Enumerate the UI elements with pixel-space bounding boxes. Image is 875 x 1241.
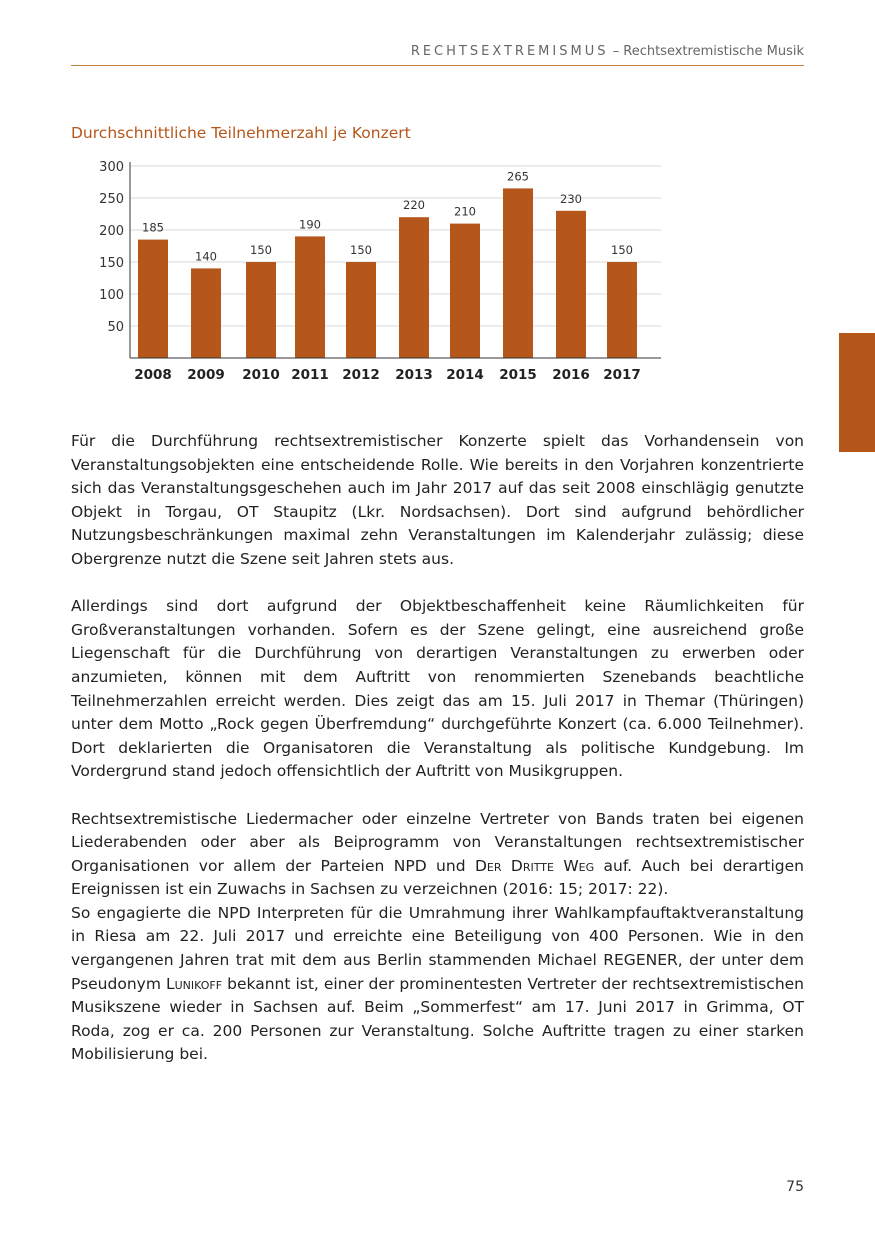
x-tick-label: 2015 [499,367,537,383]
paragraph [71,902,804,1067]
data-label: 220 [403,198,425,213]
paragraph-text: So engagierte die NPD Interpreten für die Umrahmung ihrer Wahlkampfauftaktveranstaltung in Riesa am 22. Juli 2017 und erreichte eine Beteiligung von 400 Personen. Wie in den vergangenen Jahren trat mit dem aus Berlin stammenden Michael REGENER, der unter dem Pseudonym [71,903,804,993]
bar [399,217,429,358]
header-rule [71,65,804,66]
paragraph-text: Rechtsextremistische Liedermacher oder einzelne Vertreter von Bands traten bei eigenen Liederabenden oder aber als Beiprogramm von Veranstaltungen rechtsextremistischer Organisationen vor allem der Parteien NPD und [71,809,804,875]
paragraph: Für die Durchführung rechtsextremistischer Konzerte spielt das Vorhandensein von Veranstaltungsobjekten eine entscheidende Rolle. Wie bereits in den Vorjahren konzentrierte sich das Veranstaltungsgeschehen auch im Jahr 2017 auf das seit 2008 einschlägig genutzte Objekt in Torgau, OT Staupitz (Lkr. Nordsachsen). Dort sind aufgrund behördlicher Nutzungsbeschränkungen maximal zehn Veranstaltungen im Kalenderjahr zulässig; diese Obergrenze nutzt die Szene seit Jahren stets aus. [71,432,804,568]
x-tick-label: 2008 [134,367,172,383]
party-name: Der Dritte Weg [474,856,595,875]
y-tick-label: 200 [99,224,124,239]
data-label: 185 [142,220,164,235]
header-separator: – [612,44,620,59]
x-tick-label: 2012 [342,367,380,383]
data-label: 140 [195,249,217,264]
data-label: 150 [250,243,272,257]
y-tick-label: 50 [107,320,124,335]
pseudonym: Lunikoff [165,974,223,993]
bar [450,224,480,358]
y-tick-label: 100 [99,288,124,303]
x-tick-label: 2013 [395,367,433,383]
data-label: 150 [611,243,633,257]
data-label: 190 [299,217,321,232]
header-section: RECHTSEXTREMISMUS [410,44,609,59]
data-label: 150 [350,243,372,257]
running-header [71,44,804,59]
data-label: 210 [454,204,476,219]
x-tick-label: 2016 [552,367,590,383]
y-tick-label: 250 [99,192,124,207]
chapter-tab-marker [839,333,875,452]
bar [503,188,533,358]
bar [191,268,221,358]
data-label: 265 [507,169,529,184]
paragraph [71,808,804,902]
bar [346,262,376,358]
bar [246,262,276,358]
y-tick-label: 150 [99,256,124,271]
bar [138,240,168,358]
paragraph-text: bekannt ist, einer der prominentesten Vertreter der rechtsextremistischen Musikszene wieder in Sachsen auf. Beim „Sommerfest“ am 17. Juni 2017 in Grimma, OT Roda, zog er ca. 200 Personen zur Veranstaltung. Solche Auftritte tragen zu einer starken Mobilisierung bei. [71,974,805,1064]
page-number: 75 [786,1179,804,1195]
bar [607,262,637,358]
x-tick-label: 2014 [446,367,484,383]
x-tick-label: 2010 [242,367,280,383]
body-text [71,430,804,1067]
bar [295,236,325,358]
data-label: 230 [560,191,582,206]
x-tick-label: 2017 [603,367,641,383]
bar [556,211,586,358]
paragraph: Allerdings sind dort aufgrund der Objektbeschaffenheit keine Räumlichkeiten für Großveranstaltungen vorhanden. Sofern es der Szene gelingt, eine ausreichend große Liegenschaft für die Durchführung von derartigen Veranstaltungen zu erwerben oder anzumieten, können mit dem Auftritt von renommierten Szenebands beachtliche Teilnehmerzahlen erreicht werden. Dies zeigt das am 15. Juli 2017 in Themar (Thüringen) unter dem Motto „Rock gegen Überfremdung“ durchgeführte Konzert (ca. 6.000 Teilnehmer). Dort deklarierten die Organisatoren die Veranstaltung als politische Kundgebung. Im Vordergrund stand jedoch offensichtlich der Auftritt von Musikgruppen. [71,597,804,781]
x-tick-label: 2011 [291,367,329,383]
y-tick-label: 300 [99,160,124,175]
header-subtitle: Rechtsextremistische Musik [623,44,804,59]
paragraph-text: auf. Auch bei derartigen Ereignissen ist ein Zuwachs in Sachsen zu verzeichnen (2016: 15; 2017: 22). [71,856,804,899]
x-tick-label: 2009 [187,367,225,383]
chart-title: Durchschnittliche Teilnehmerzahl je Konzert [71,124,411,142]
bar-chart [71,150,671,390]
